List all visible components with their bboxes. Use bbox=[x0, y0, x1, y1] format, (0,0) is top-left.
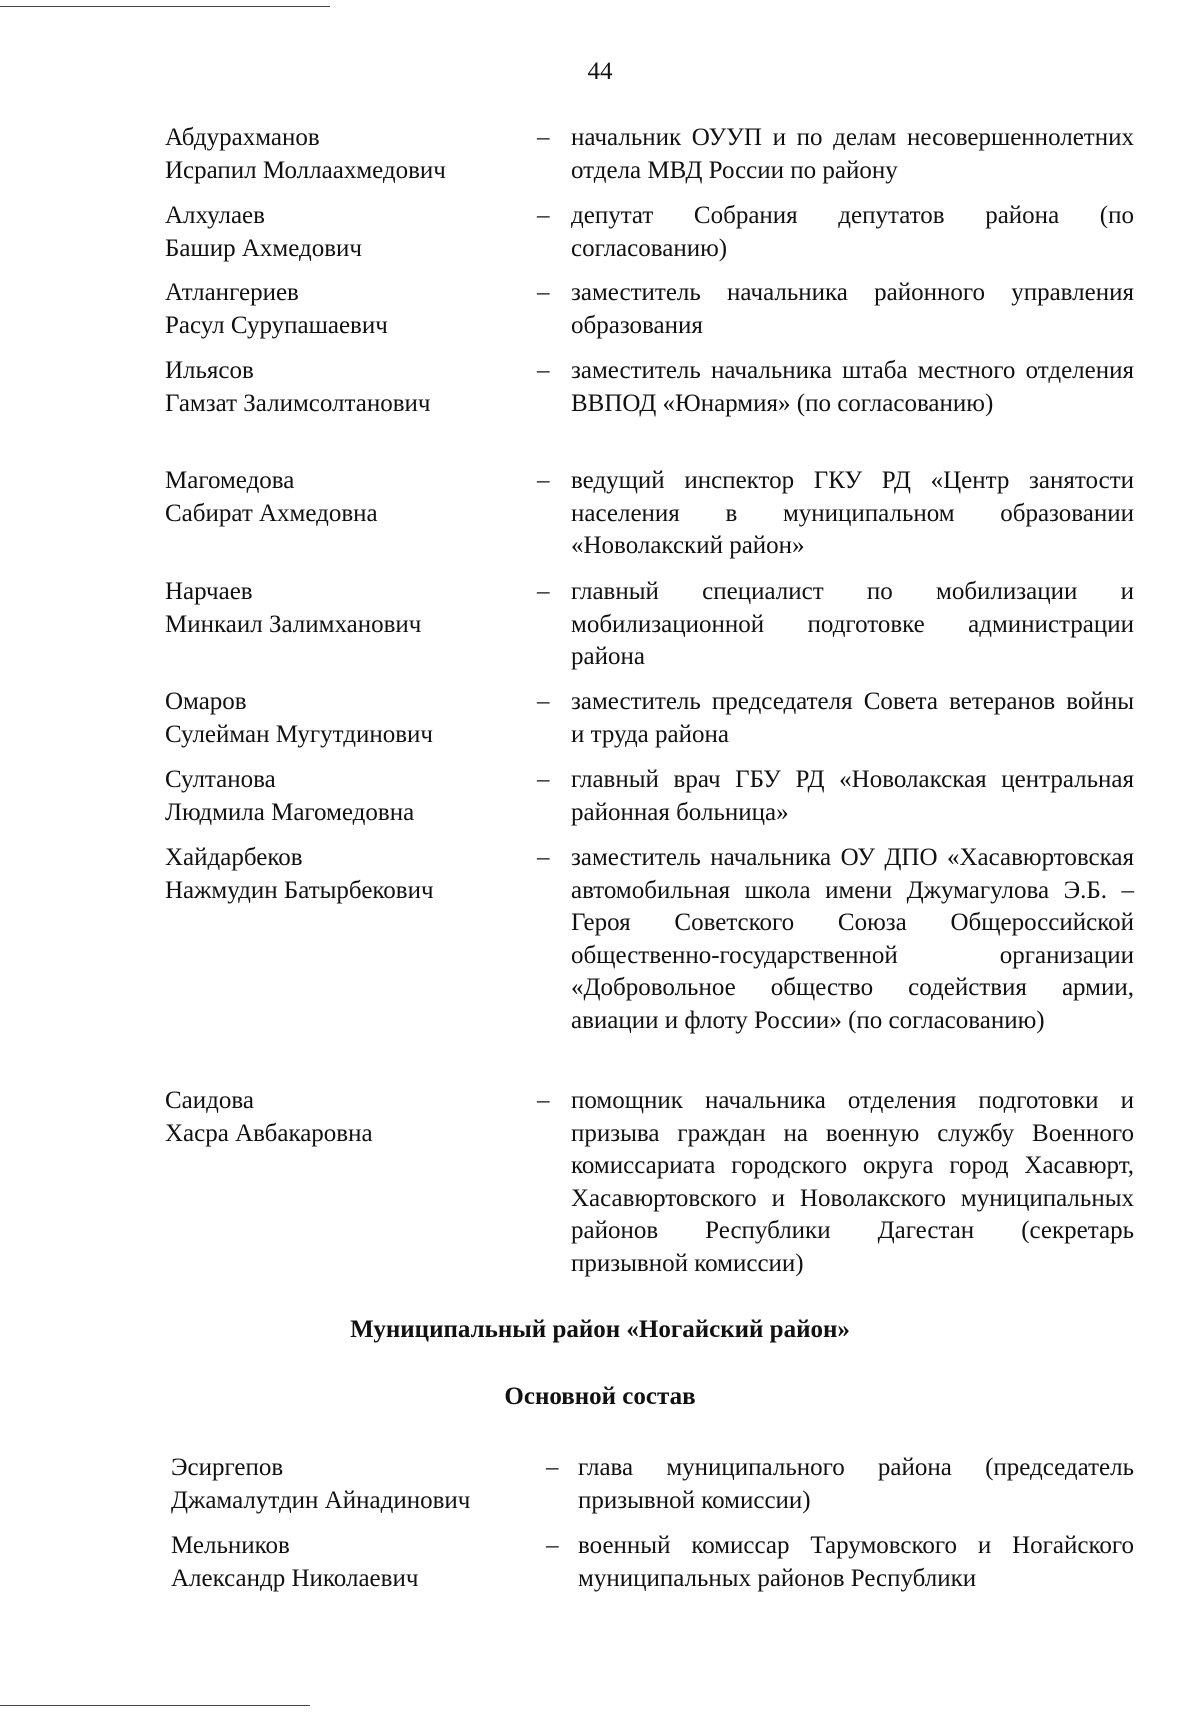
scan-edge-top bbox=[0, 6, 330, 7]
scan-edge-bottom bbox=[0, 1705, 310, 1706]
member-given-name: Хасра Авбакаровна bbox=[165, 1119, 373, 1147]
member-position: депутат Собрания депутатов района (по согласованию) bbox=[571, 202, 1134, 262]
member-given-name: Сулейман Мугутдинович bbox=[165, 720, 433, 748]
member-surname: Абдурахманов bbox=[165, 124, 320, 151]
member-name bbox=[165, 1085, 525, 1150]
member-surname: Нарчаев bbox=[165, 578, 253, 605]
member-surname: Ильясов bbox=[165, 357, 254, 384]
member-surname: Атлангериев bbox=[165, 279, 299, 306]
member-given-name: Сабират Ахмедовна bbox=[165, 499, 378, 527]
member-name bbox=[165, 764, 525, 829]
dash-separator: – bbox=[537, 1087, 550, 1114]
dash-separator: – bbox=[537, 766, 550, 793]
member-name bbox=[165, 122, 525, 187]
dash-separator: – bbox=[537, 467, 550, 494]
member-surname: Хайдарбеков bbox=[165, 844, 303, 871]
member-given-name: Нажмудин Батырбекович bbox=[165, 876, 434, 904]
member-position: заместитель председателя Совета ветеранов войны и труда района bbox=[571, 688, 1134, 748]
member-name bbox=[171, 1530, 531, 1595]
member-given-name: Джамалутдин Айнадинович bbox=[171, 1486, 471, 1514]
member-given-name: Александр Николаевич bbox=[171, 1564, 419, 1592]
dash-separator: – bbox=[537, 688, 550, 715]
member-name bbox=[165, 277, 525, 342]
member-surname: Алхулаев bbox=[165, 202, 265, 229]
member-position: главный специалист по мобилизации и мобилизационной подготовке администрации района bbox=[571, 578, 1134, 670]
member-name bbox=[171, 1452, 531, 1517]
dash-separator: – bbox=[537, 202, 550, 229]
dash-separator: – bbox=[537, 578, 550, 605]
member-position: глава муниципального района (председатель призывной комиссии) bbox=[578, 1454, 1134, 1514]
member-given-name: Минкаил Залимханович bbox=[165, 610, 422, 638]
subsection-title: Основной состав bbox=[504, 1383, 696, 1410]
dash-separator: – bbox=[546, 1454, 559, 1481]
member-given-name: Исрапил Моллаахмедович bbox=[165, 156, 446, 184]
member-surname: Султанова bbox=[165, 766, 276, 793]
member-position: главный врач ГБУ РД «Новолакская центральная районная больница» bbox=[571, 766, 1134, 826]
section-title: Муниципальный район «Ногайский район» bbox=[350, 1316, 850, 1343]
member-name bbox=[165, 465, 525, 530]
dash-separator: – bbox=[546, 1532, 559, 1559]
member-position: военный комиссар Тарумовского и Ногайского муниципальных районов Республики bbox=[578, 1532, 1134, 1592]
member-given-name: Гамзат Залимсолтанович bbox=[165, 389, 431, 417]
member-position: заместитель начальника штаба местного отделения ВВПОД «Юнармия» (по согласованию) bbox=[571, 357, 1134, 417]
dash-separator: – bbox=[537, 279, 550, 306]
member-given-name: Людмила Магомедовна bbox=[165, 798, 415, 826]
member-position: ведущий инспектор ГКУ РД «Центр занятости населения в муниципальном образовании «Новолакский район» bbox=[571, 467, 1134, 559]
dash-separator: – bbox=[537, 844, 550, 871]
member-surname: Мельников bbox=[171, 1532, 290, 1559]
member-surname: Эсиргепов bbox=[171, 1454, 284, 1481]
member-surname: Омаров bbox=[165, 688, 247, 715]
member-position: помощник начальника отделения подготовки и призыва граждан на военную службу Военного комиссариата городского округа город Хасавюрт, Хасавюртовского и Новолакского муниципальных районов Республики Дагестан (секретарь призывной комиссии) bbox=[571, 1087, 1134, 1277]
dash-separator: – bbox=[537, 357, 550, 384]
page-number: 44 bbox=[587, 58, 613, 85]
dash-separator: – bbox=[537, 124, 550, 151]
member-position: заместитель начальника ОУ ДПО «Хасавюртовская автомобильная школа имени Джумагулова Э.Б. – Героя Советского Союза Общероссийской общественно-государственной организации «Добровольное общество содействия армии, авиации и флоту России» (по согласованию) bbox=[571, 844, 1134, 1034]
member-name bbox=[165, 686, 525, 751]
member-given-name: Башир Ахмедович bbox=[165, 234, 362, 262]
member-given-name: Расул Сурупашаевич bbox=[165, 311, 388, 339]
member-surname: Саидова bbox=[165, 1087, 254, 1114]
member-position: начальник ОУУП и по делам несовершеннолетних отдела МВД России по району bbox=[571, 124, 1134, 184]
member-name bbox=[165, 200, 525, 265]
member-name bbox=[165, 842, 525, 907]
member-name bbox=[165, 355, 525, 420]
member-position: заместитель начальника районного управления образования bbox=[571, 279, 1134, 339]
member-name bbox=[165, 576, 525, 641]
member-surname: Магомедова bbox=[165, 467, 295, 494]
